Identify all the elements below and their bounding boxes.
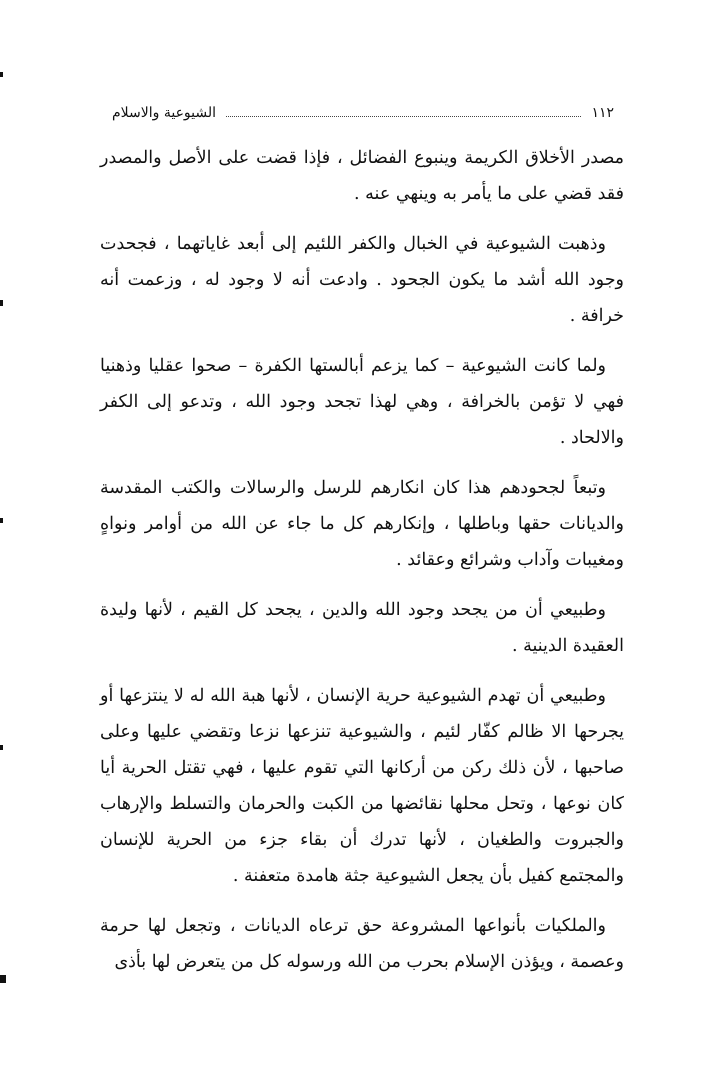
- scan-edge-mark: [0, 975, 6, 983]
- paragraph: ولما كانت الشيوعية – كما يزعم أبالستها الكفرة – صحوا عقليا وذهنيا فهي لا تؤمن بالخرافة ، وهي لهذا تجحد وجود الله ، وتدعو إلى الكفر والالحاد .: [100, 356, 624, 448]
- scan-edge-mark: [0, 300, 3, 306]
- header-dot-leader: [226, 116, 581, 117]
- scan-edge-mark: [0, 72, 3, 77]
- page-body: [100, 140, 624, 994]
- paragraph: وتبعاً لجحودهم هذا كان انكارهم للرسل والرسالات والكتب المقدسة والديانات حقها وباطلها ، وإنكارهم كل ما جاء عن الله من أوامر ونواهٍ ومغيبات وآداب وشرائع وعقائد .: [100, 478, 624, 570]
- paragraph: مصدر الأخلاق الكريمة وينبوع الفضائل ، فإذا قضت على الأصل والمصدر فقد قضي على ما يأمر به وينهي عنه .: [100, 148, 624, 204]
- scan-edge-mark: [0, 518, 3, 523]
- paragraph: وذهبت الشيوعية في الخبال والكفر اللئيم إلى أبعد غاياتهما ، فجحدت وجود الله أشد ما يكون الجحود . وادعت أنه لا وجود له ، وزعمت أنه خرافة .: [100, 234, 624, 326]
- running-title: الشيوعية والاسلام: [112, 105, 217, 121]
- paragraph: والملكيات بأنواعها المشروعة حق ترعاه الديانات ، وتجعل لها حرمة وعصمة ، ويؤذن الإسلام بحرب من الله ورسوله كل من يتعرض لها بأذى: [100, 916, 624, 972]
- running-header: [112, 100, 614, 126]
- paragraph: وطبيعي أن من يجحد وجود الله والدين ، يجحد كل القيم ، لأنها وليدة العقيدة الدينية .: [100, 600, 624, 656]
- scan-edge-mark: [0, 745, 3, 750]
- paragraph: وطبيعي أن تهدم الشيوعية حرية الإنسان ، لأنها هبة الله له لا ينتزعها أو يجرحها الا ظالم كفّار لئيم ، والشيوعية تنزعها نزعا وتقضي عليها وعلى صاحبها ، لأن ذلك ركن من أركانها التي تقوم عليها ، فهي تقتل الحرية أيا كان نوعها ، وتحل محلها نقائضها من الكبت والحرمان والتسلط والإرهاب والجبروت والطغيان ، لأنها تدرك أن بقاء جزء من الحرية للإنسان والمجتمع كفيل بأن يجعل الشيوعية جثة هامدة متعفنة .: [100, 686, 624, 886]
- page-number: ١١٢: [591, 105, 614, 121]
